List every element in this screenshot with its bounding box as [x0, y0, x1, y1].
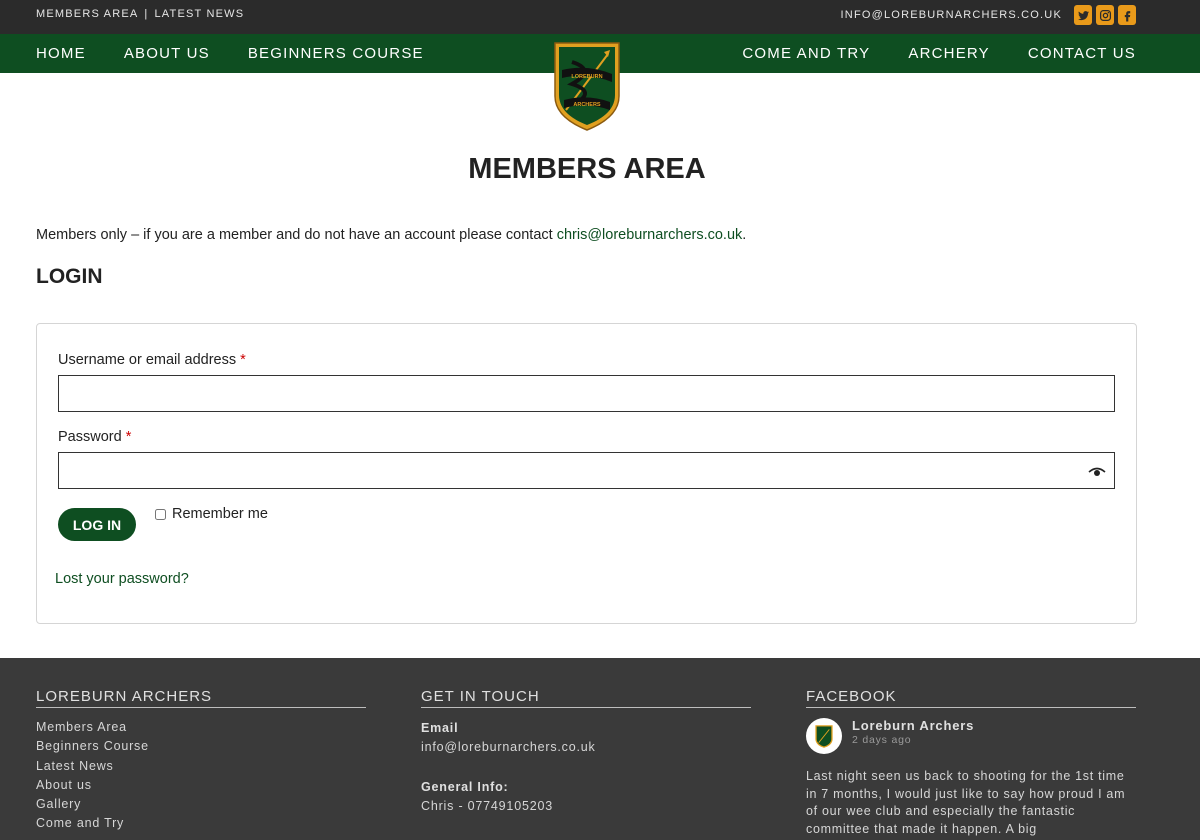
facebook-page-name[interactable]: Loreburn Archers	[852, 718, 975, 733]
footer-email-title: Email	[421, 721, 459, 735]
instagram-icon[interactable]	[1096, 5, 1114, 25]
password-input[interactable]	[58, 452, 1115, 489]
password-label	[58, 429, 131, 445]
facebook-post-time: 2 days ago	[852, 734, 912, 746]
log-in-button[interactable]: LOG IN	[58, 508, 136, 541]
footer-link-come-and-try[interactable]: Come and Try	[36, 816, 125, 831]
show-password-eye-icon[interactable]	[1088, 465, 1106, 479]
logo-text-top: LOREBURN	[571, 74, 603, 80]
footer-link-latest-news[interactable]: Latest News	[36, 758, 114, 773]
footer-facebook-heading: FACEBOOK	[806, 688, 1136, 708]
top-contact	[841, 5, 1136, 25]
intro-end: .	[742, 227, 747, 243]
top-email-link[interactable]: INFO@LOREBURNARCHERS.CO.UK	[840, 9, 1062, 21]
footer-link-members-area[interactable]: Members Area	[36, 720, 127, 734]
footer-col-links	[36, 688, 366, 834]
password-required-mark: *	[125, 429, 132, 445]
top-link-separator: |	[144, 8, 149, 20]
footer-info-phone: Chris - 07749105203	[421, 799, 553, 813]
contact-email-link[interactable]: chris@loreburnarchers.co.uk	[556, 227, 743, 243]
username-input[interactable]	[58, 375, 1115, 412]
logo-text-bottom: ARCHERS	[573, 102, 601, 108]
main-nav-right	[742, 34, 1136, 73]
top-links	[36, 8, 244, 20]
top-link-latest-news[interactable]: LATEST NEWS	[154, 8, 245, 20]
page-title: MEMBERS AREA	[468, 153, 706, 185]
footer-info-title: General Info:	[421, 780, 509, 794]
twitter-icon[interactable]	[1074, 5, 1092, 25]
nav-home[interactable]: HOME	[36, 45, 86, 62]
lost-password-link[interactable]: Lost your password?	[55, 571, 189, 587]
footer-link-beginners-course[interactable]: Beginners Course	[36, 739, 149, 754]
facebook-avatar[interactable]	[806, 718, 842, 754]
site-footer	[0, 658, 1200, 840]
facebook-post-header	[806, 718, 1136, 754]
footer-link-gallery[interactable]: Gallery	[36, 797, 82, 812]
footer-col-contact	[421, 688, 751, 816]
top-link-members-area[interactable]: MEMBERS AREA	[36, 8, 139, 20]
footer-links	[36, 718, 366, 834]
footer-link-about-us[interactable]: About us	[36, 777, 92, 792]
password-label-text: Password	[58, 429, 122, 445]
footer-email-link[interactable]: info@loreburnarchers.co.uk	[421, 740, 596, 754]
nav-beginners-course[interactable]: BEGINNERS COURSE	[247, 45, 424, 62]
facebook-post-text: Last night seen us back to shooting for the 1st time in 7 months, I would just like to say how proud I am of our wee club and especially the fantastic committee that made it happen. A big	[806, 769, 1126, 836]
remember-me[interactable]	[155, 506, 268, 522]
main-nav-left	[36, 34, 424, 73]
top-utility-bar	[0, 0, 1200, 34]
login-form	[36, 323, 1137, 624]
username-label	[58, 352, 246, 368]
nav-about-us[interactable]: ABOUT US	[123, 45, 210, 62]
username-required-mark: *	[240, 352, 246, 368]
footer-col-facebook	[806, 688, 1136, 838]
nav-come-and-try[interactable]: COME AND TRY	[742, 45, 871, 62]
login-heading: LOGIN	[36, 265, 103, 288]
nav-archery[interactable]: ARCHERY	[908, 45, 990, 62]
footer-contact-heading: GET IN TOUCH	[421, 688, 751, 708]
facebook-icon[interactable]	[1118, 5, 1136, 25]
remember-me-label: Remember me	[172, 506, 268, 522]
site-logo[interactable]	[552, 40, 622, 132]
members-intro	[36, 227, 746, 243]
username-label-text: Username or email address	[58, 352, 237, 368]
intro-text: Members only – if you are a member and do not have an account please contact	[36, 227, 557, 243]
remember-me-checkbox[interactable]	[155, 509, 166, 520]
nav-contact-us[interactable]: CONTACT US	[1027, 45, 1136, 62]
footer-links-heading: LOREBURN ARCHERS	[36, 688, 366, 708]
